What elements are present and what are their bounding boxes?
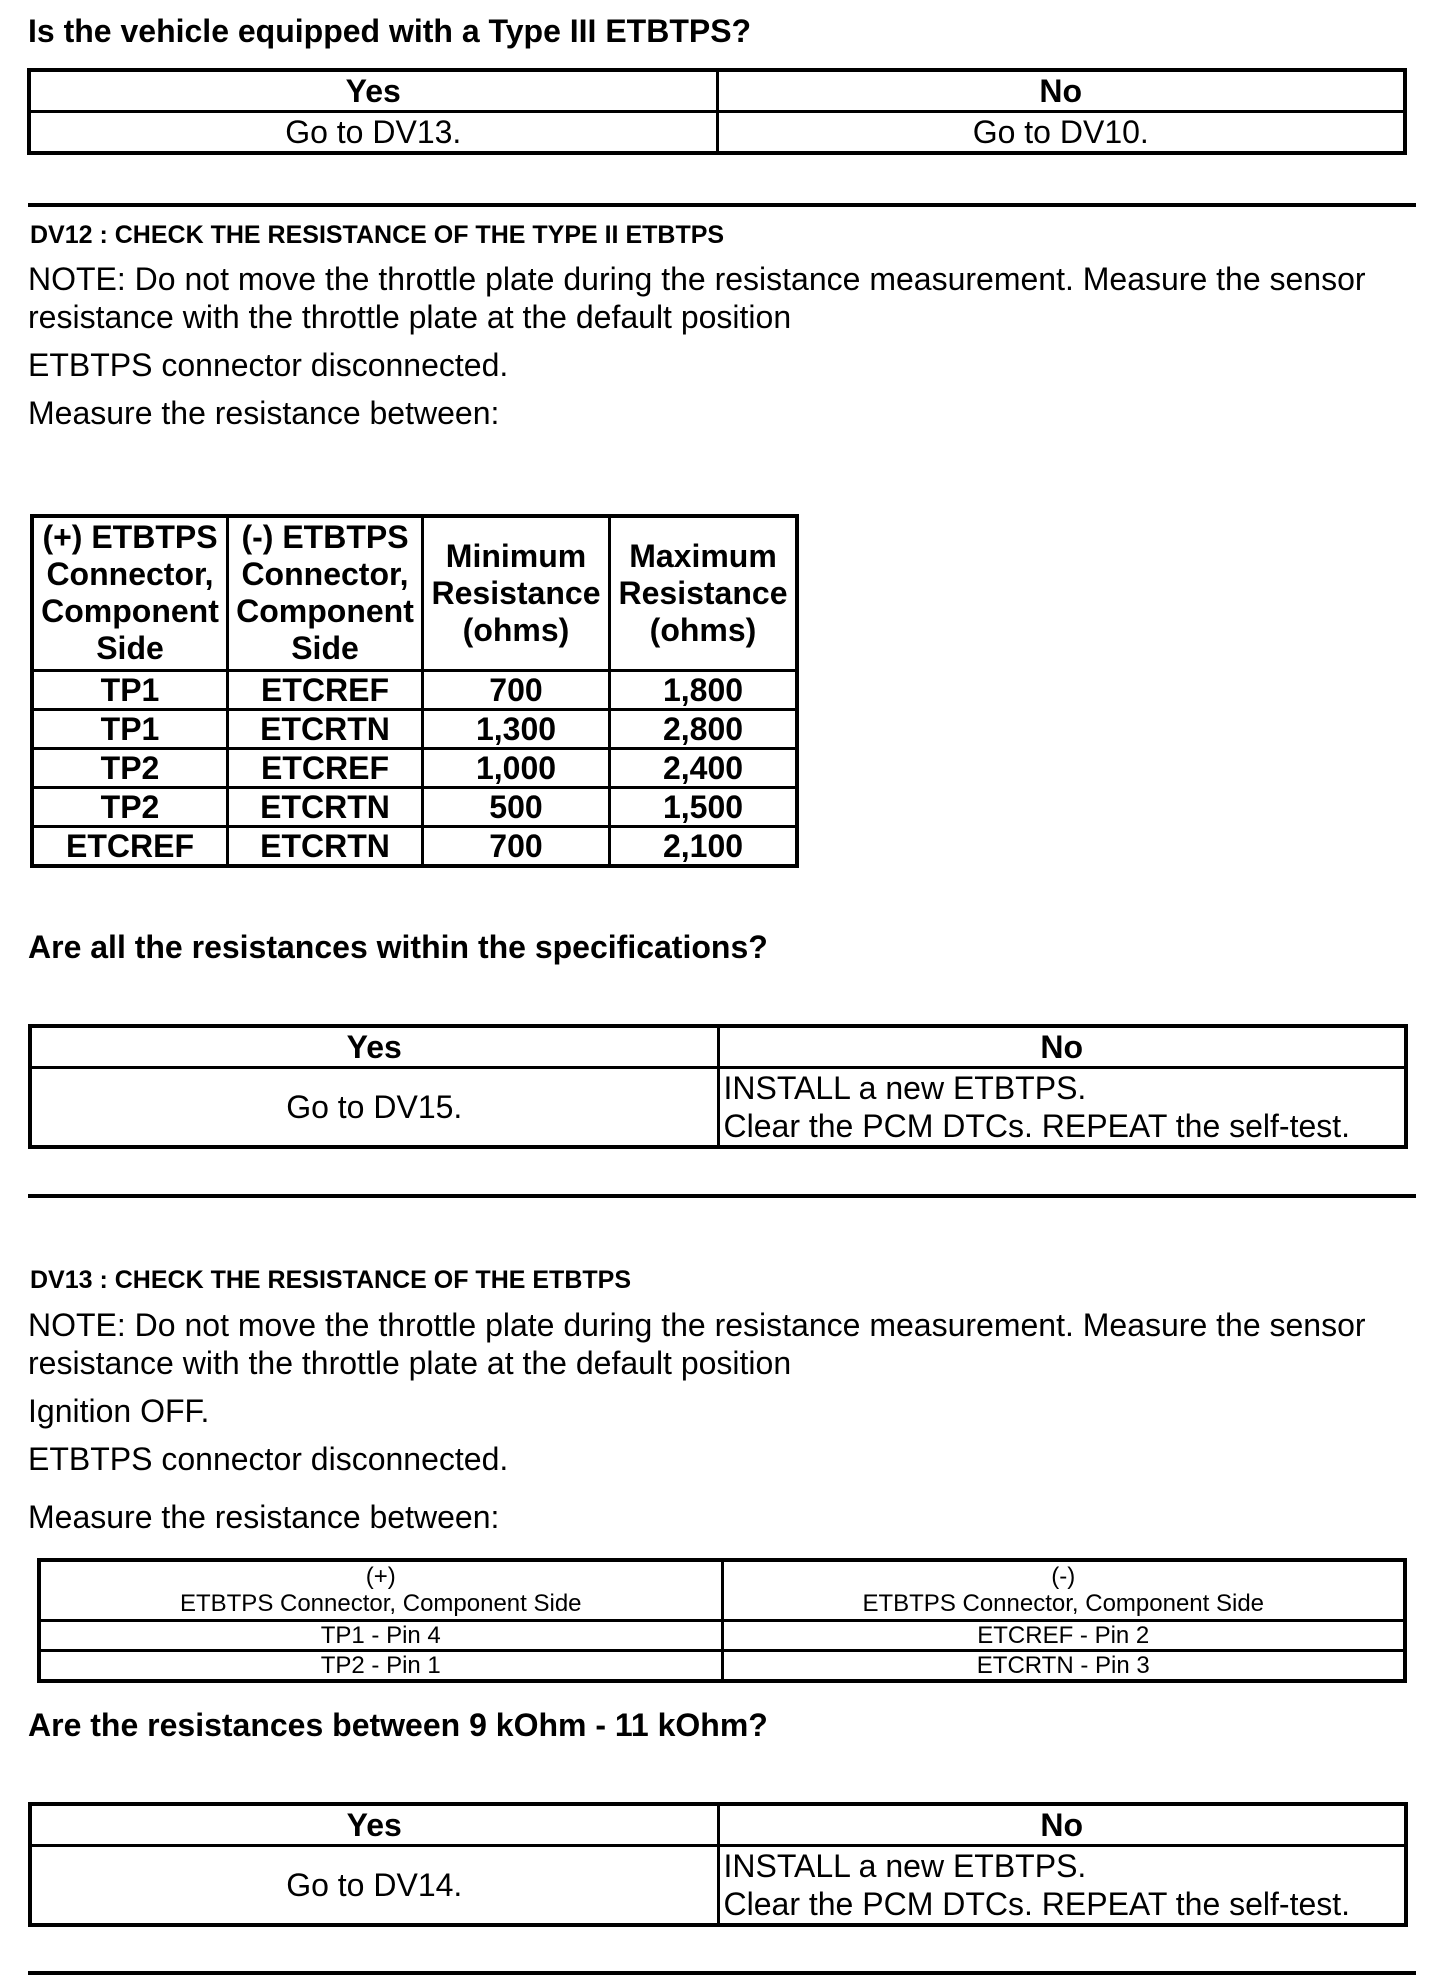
positive-pin: TP2 <box>32 787 228 826</box>
yes-action: Go to DV13. <box>29 112 717 154</box>
positive-pin: TP2 - Pin 1 <box>39 1650 722 1681</box>
dv13-pin-table <box>37 1558 1407 1683</box>
max-value: 1,500 <box>610 787 798 826</box>
positive-pin: TP1 <box>32 670 228 709</box>
positive-pin: TP1 - Pin 4 <box>39 1620 722 1650</box>
negative-pin: ETCRTN <box>228 787 423 826</box>
negative-pin: ETCREF <box>228 748 423 787</box>
header-max-resistance: Maximum Resistance (ohms) <box>610 516 798 670</box>
positive-pin: ETCREF <box>32 826 228 866</box>
dv12-question: Are all the resistances within the specifications? <box>28 929 768 965</box>
min-value: 1,000 <box>423 748 610 787</box>
max-value: 1,800 <box>610 670 798 709</box>
negative-pin: ETCRTN <box>228 826 423 866</box>
negative-pin: ETCRTN - Pin 3 <box>722 1650 1405 1681</box>
table-row <box>32 748 797 787</box>
positive-pin: TP2 <box>32 748 228 787</box>
no-header: No <box>718 1804 1406 1846</box>
section-divider <box>28 1194 1416 1198</box>
yes-header: Yes <box>30 1804 718 1846</box>
positive-sign: (+) <box>365 1563 396 1591</box>
no-action: Go to DV10. <box>717 112 1405 154</box>
dv12-title: DV12 : CHECK THE RESISTANCE OF THE TYPE II ETBTPS <box>30 221 725 249</box>
max-value: 2,100 <box>610 826 798 866</box>
dv13-decision-table <box>28 1802 1408 1927</box>
header-min-resistance: Minimum Resistance (ohms) <box>423 516 610 670</box>
table-row <box>39 1650 1405 1681</box>
no-action-line: Clear the PCM DTCs. REPEAT the self-test. <box>723 1108 1351 1144</box>
no-action <box>718 1068 1406 1148</box>
header-negative-connector: (-) ETBTPS Connector, Component Side <box>228 516 423 670</box>
dv13-step-measure: Measure the resistance between: <box>28 1499 500 1535</box>
table-row <box>39 1620 1405 1650</box>
no-header: No <box>717 70 1405 112</box>
yes-action: Go to DV15. <box>30 1068 718 1148</box>
type3-decision-table <box>27 68 1407 155</box>
yes-header: Yes <box>30 1026 718 1068</box>
dv12-step-measure: Measure the resistance between: <box>28 395 500 431</box>
negative-pin: ETCRTN <box>228 709 423 748</box>
table-row <box>32 670 797 709</box>
min-value: 700 <box>423 670 610 709</box>
negative-pin: ETCREF - Pin 2 <box>722 1620 1405 1650</box>
dv12-resistance-spec-table <box>30 514 799 868</box>
max-value: 2,400 <box>610 748 798 787</box>
type3-question: Is the vehicle equipped with a Type III ETBTPS? <box>28 13 752 49</box>
dv13-question: Are the resistances between 9 kOhm - 11 kOhm? <box>28 1707 768 1743</box>
min-value: 1,300 <box>423 709 610 748</box>
no-action-line: Clear the PCM DTCs. REPEAT the self-test. <box>723 1886 1351 1922</box>
yes-header: Yes <box>29 70 717 112</box>
header-positive-connector: (+) ETBTPS Connector, Component Side <box>32 516 228 670</box>
dv12-decision-table <box>28 1024 1408 1149</box>
table-row <box>32 709 797 748</box>
dv12-note: NOTE: Do not move the throttle plate during the resistance measurement. Measure the sensor resistance with the throttle plate at the default position <box>28 261 1366 335</box>
min-value: 500 <box>423 787 610 826</box>
table-row <box>32 787 797 826</box>
no-header: No <box>718 1026 1406 1068</box>
header-positive-connector <box>39 1560 722 1620</box>
yes-action: Go to DV14. <box>30 1846 718 1926</box>
negative-label: ETBTPS Connector, Component Side <box>862 1590 1265 1618</box>
dv13-step-ignition: Ignition OFF. <box>28 1393 210 1429</box>
section-divider <box>28 203 1416 207</box>
no-action-line: INSTALL a new ETBTPS. <box>723 1848 1087 1884</box>
negative-sign: (-) <box>1051 1563 1076 1591</box>
dv13-note: NOTE: Do not move the throttle plate during the resistance measurement. Measure the sensor resistance with the throttle plate at the default position <box>28 1307 1366 1381</box>
dv13-title: DV13 : CHECK THE RESISTANCE OF THE ETBTPS <box>30 1266 631 1294</box>
section-divider <box>28 1971 1416 1975</box>
dv13-step-connector: ETBTPS connector disconnected. <box>28 1441 509 1477</box>
min-value: 700 <box>423 826 610 866</box>
max-value: 2,800 <box>610 709 798 748</box>
negative-pin: ETCREF <box>228 670 423 709</box>
dv12-step-connector: ETBTPS connector disconnected. <box>28 347 509 383</box>
positive-label: ETBTPS Connector, Component Side <box>179 1590 582 1618</box>
table-row <box>32 826 797 866</box>
header-negative-connector <box>722 1560 1405 1620</box>
no-action <box>718 1846 1406 1926</box>
positive-pin: TP1 <box>32 709 228 748</box>
no-action-line: INSTALL a new ETBTPS. <box>723 1070 1087 1106</box>
